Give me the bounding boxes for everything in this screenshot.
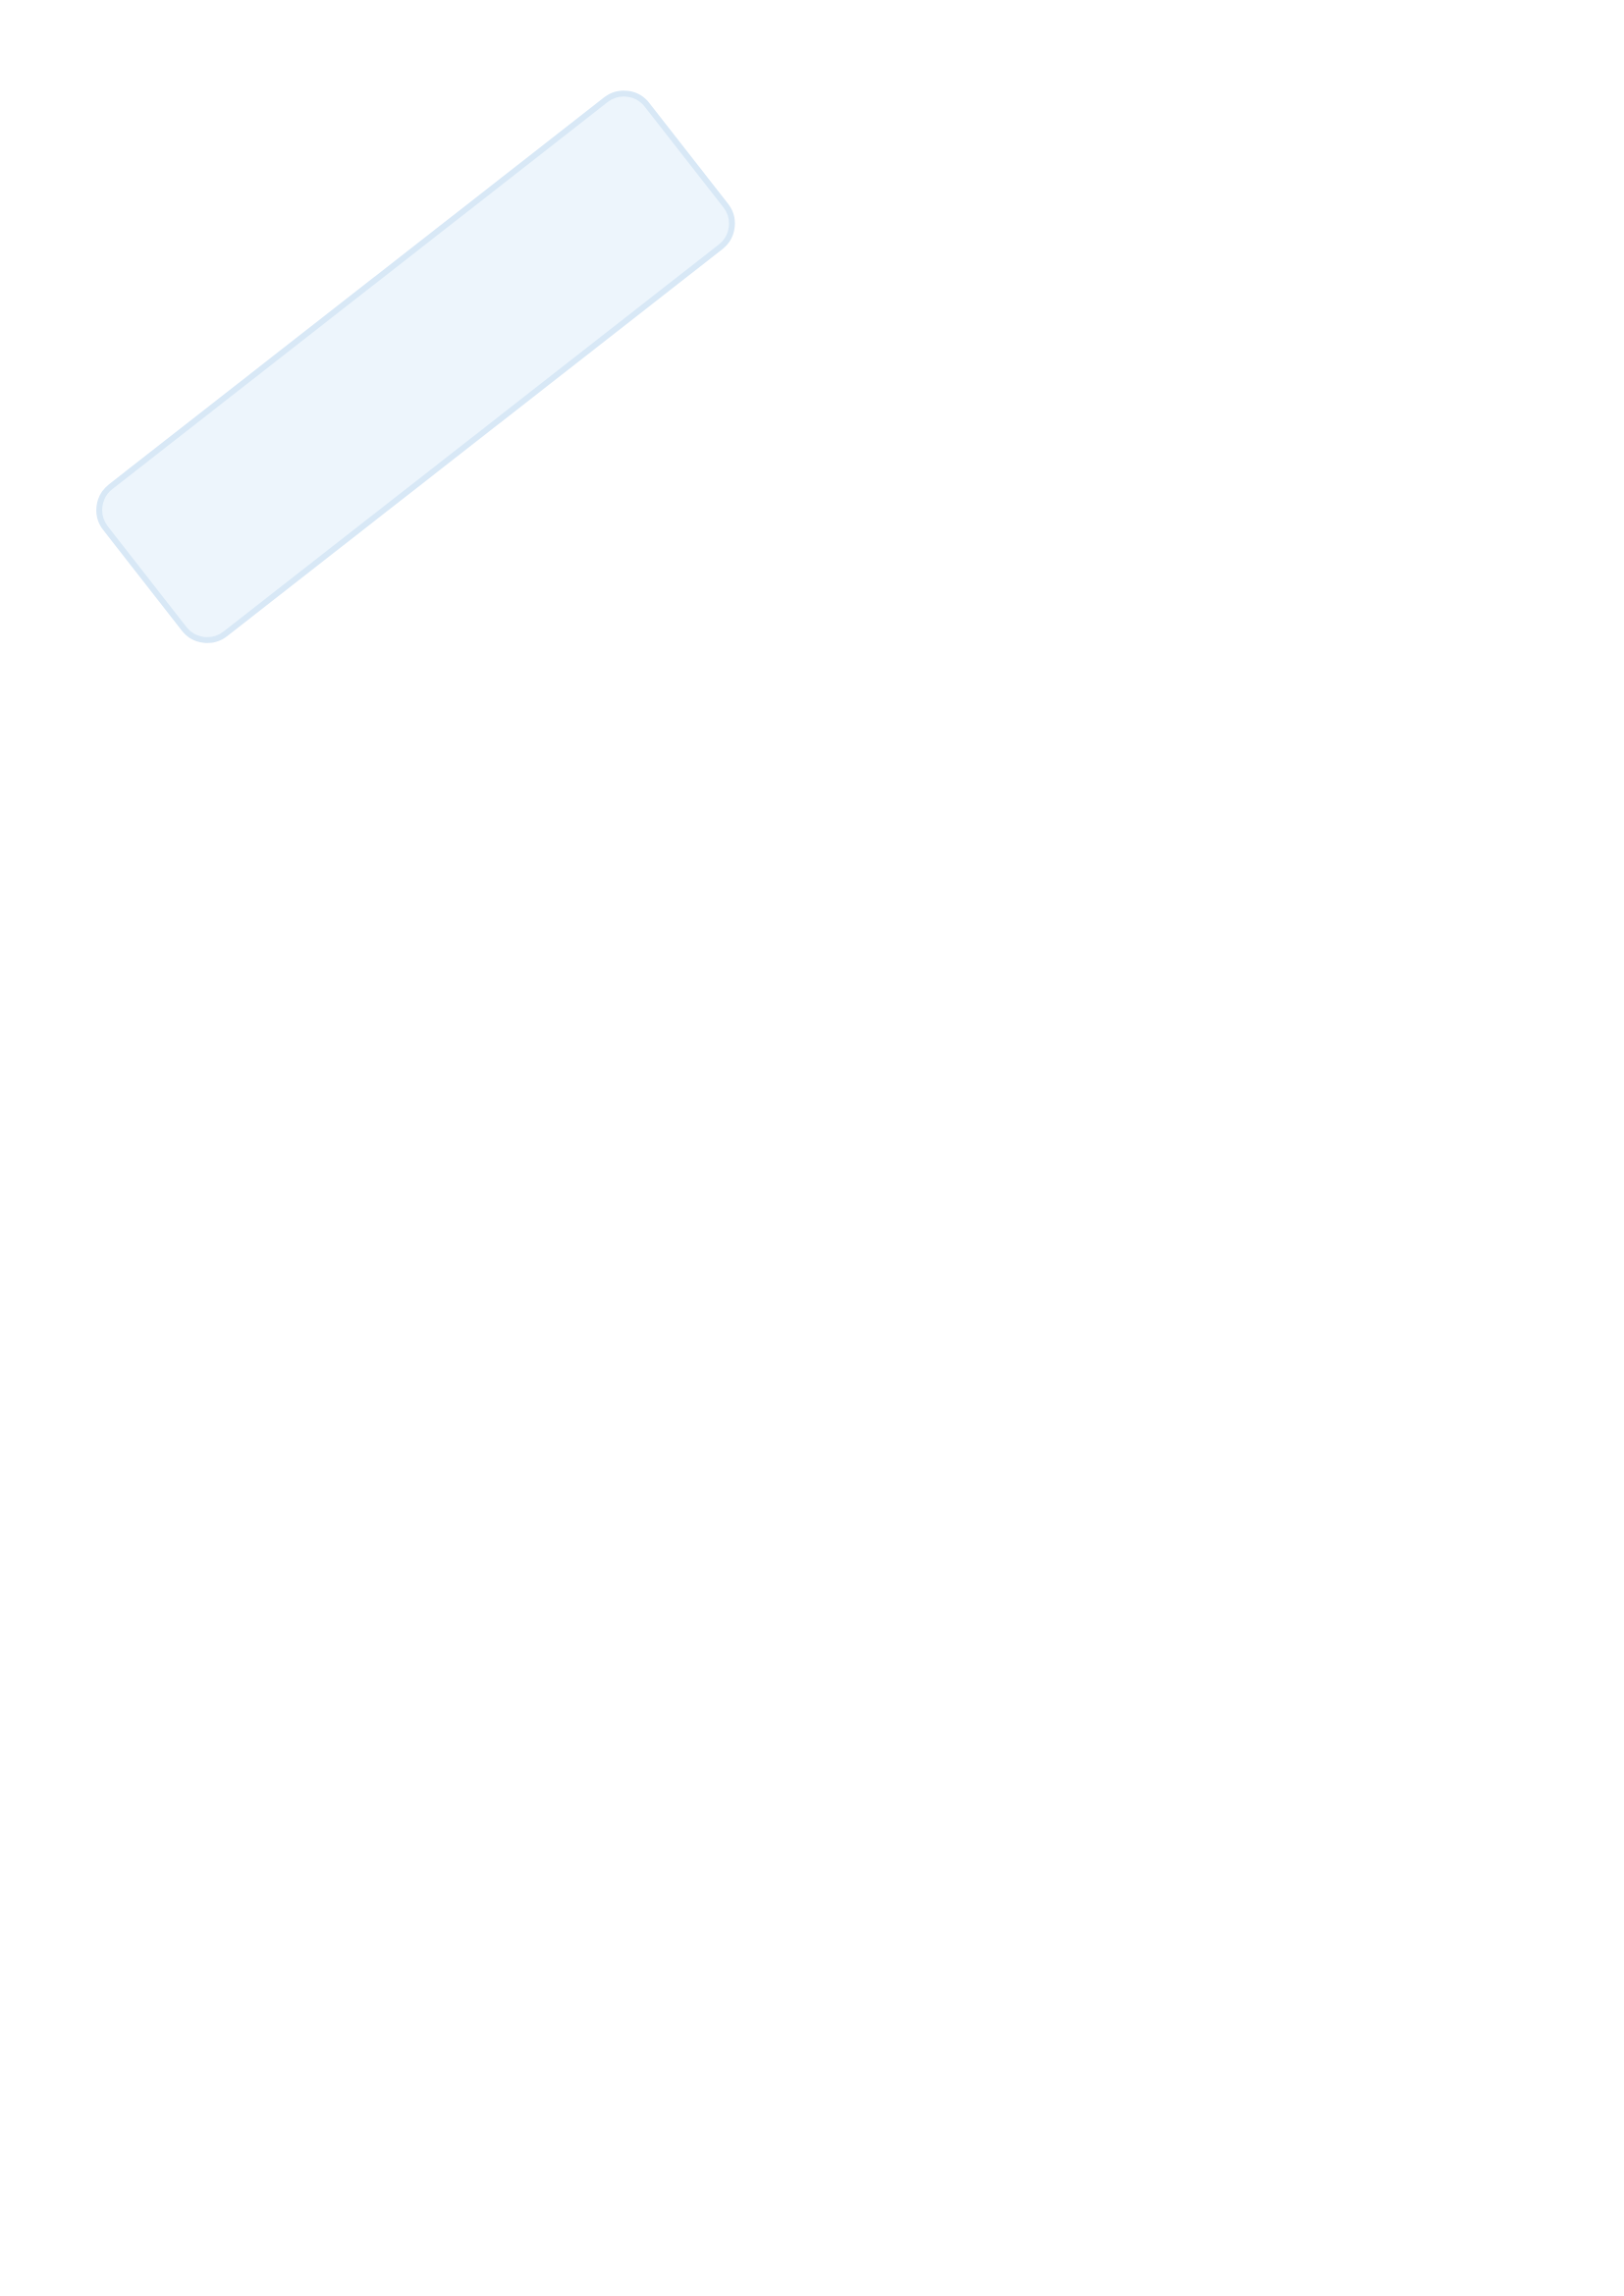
watermark-logo <box>20 59 766 648</box>
document-body <box>199 192 1446 352</box>
